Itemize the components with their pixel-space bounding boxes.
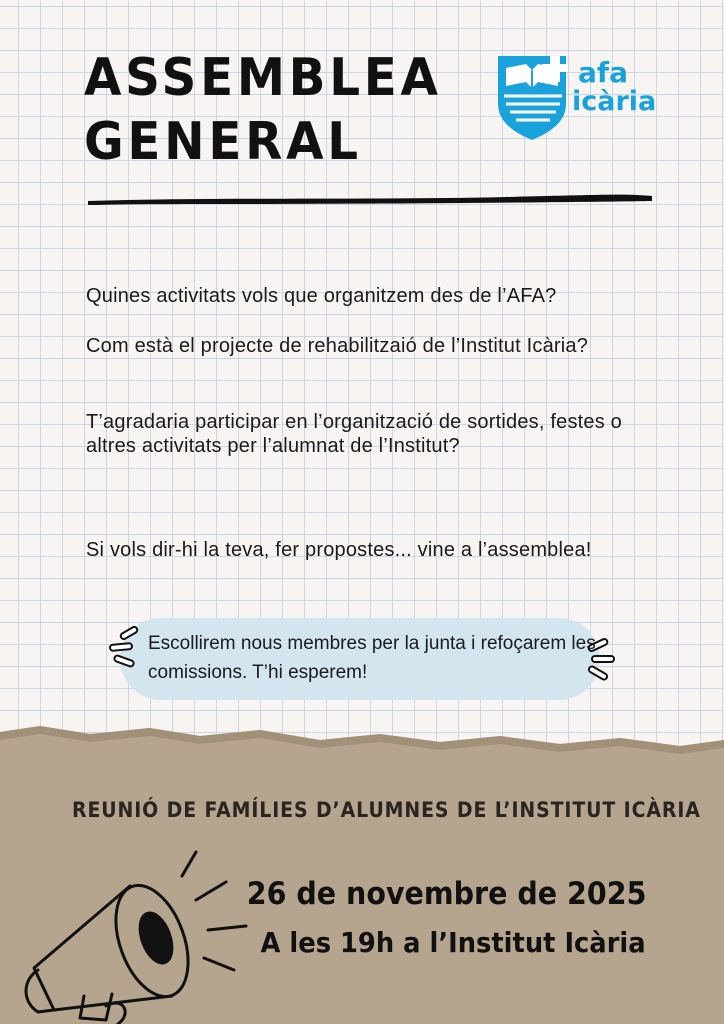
title-line-2: GENERAL: [84, 112, 362, 172]
event-date: 26 de novembre de 2025: [246, 876, 646, 912]
question-participation: T’agradaria participar en l’organització de sortides, festes o altres activitats per l’alumnat de l’Institut?: [86, 411, 623, 457]
question-activities: Quines activitats vols que organitzem des de l’AFA?: [86, 285, 557, 307]
event-place: A les 19h a l’Institut Icària: [260, 926, 646, 959]
title-underline: [86, 191, 654, 207]
megaphone-icon: [14, 846, 264, 1024]
afa-icaria-book-flag-icon: [498, 56, 568, 140]
sparkle-left-icon: [106, 626, 142, 672]
question-rehabilitation: Com està el projecte de rehabilitzaió de l’Institut Icària?: [86, 335, 589, 357]
invitation-text: Si vols dir-hi la teva, fer propostes... vine a l’assemblea!: [86, 539, 592, 561]
logo-text-icaria: icària: [572, 86, 657, 117]
logo-text-afa: afa: [578, 56, 628, 89]
footer-subtitle: REUNIÓ DE FAMÍLIES D’ALUMNES DE L’INSTITUT ICÀRIA: [72, 798, 701, 822]
page-title: [84, 46, 442, 174]
title-line-1: ASSEMBLEA: [84, 48, 442, 108]
callout-text: Escollirem nous membres per la junta i refoçarem les comissions. T’hi esperem!: [148, 633, 596, 683]
